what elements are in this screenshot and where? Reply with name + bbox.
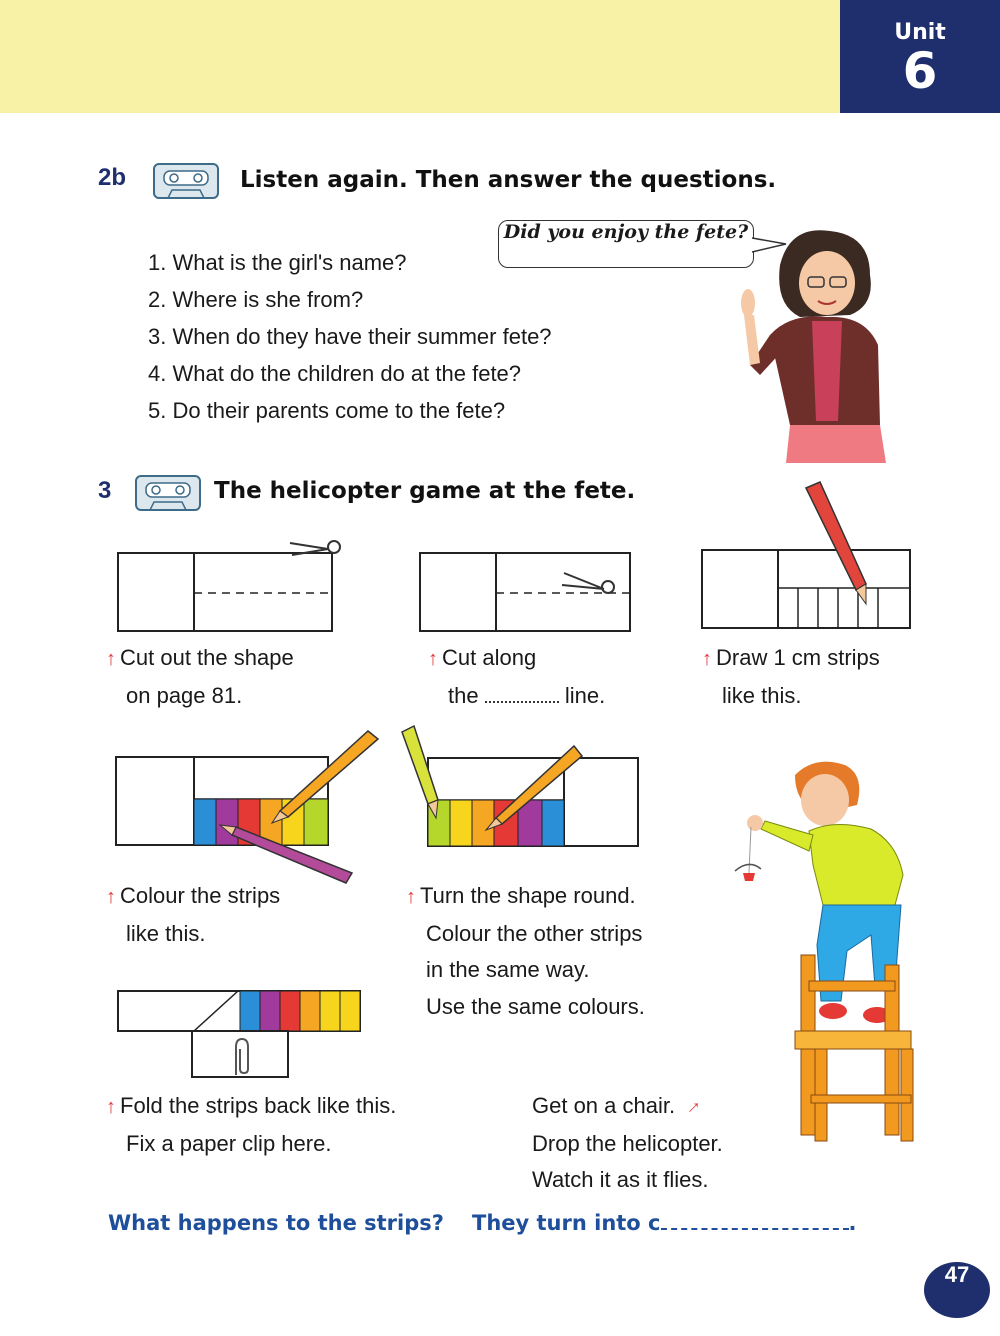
step7-line1: Get on a chair. <box>532 1093 676 1118</box>
step6-line1: Fold the strips back like this. <box>120 1093 397 1118</box>
step6-line2: Fix a paper clip here. <box>126 1130 332 1156</box>
answer-prefix: They turn into c <box>472 1211 661 1235</box>
unit-label: Unit <box>894 20 946 45</box>
header-band <box>0 0 840 113</box>
speech-bubble: Did you enjoy the fete? <box>498 220 754 268</box>
diagram-cut-line <box>414 535 654 635</box>
step5-text <box>406 878 645 1025</box>
diagram-turn-shape <box>398 722 648 852</box>
bottom-question: What happens to the strips? <box>108 1211 444 1235</box>
step5-line4: Use the same colours. <box>426 993 645 1019</box>
step4-line2: like this. <box>126 920 206 946</box>
step4-line1: Colour the strips <box>120 883 281 908</box>
step2-text <box>428 640 605 714</box>
step1-line1: Cut out the shape <box>120 645 294 670</box>
step5-line3: in the same way. <box>426 957 590 982</box>
question-1: 1. What is the girl's name? <box>148 250 407 275</box>
step6-text <box>106 1088 396 1162</box>
step5-line2: Colour the other strips <box>426 920 643 946</box>
up-arrow-icon: ↑ <box>406 886 416 908</box>
diagram-draw-strips <box>696 480 926 640</box>
boy-on-chair-illustration <box>725 755 940 1145</box>
step3-text <box>702 640 880 714</box>
step2-line2-after: line. <box>564 682 606 708</box>
chair-icon <box>795 955 913 1141</box>
section-3-heading: The helicopter game at the fete. <box>214 478 636 504</box>
up-arrow-icon: ↑ <box>702 648 712 670</box>
cassette-icon <box>134 472 204 514</box>
step7-line3: Watch it as it flies. <box>532 1167 709 1192</box>
helicopter-icon <box>735 864 761 881</box>
unit-badge <box>840 0 1000 113</box>
bottom-answer <box>472 1211 856 1235</box>
page-number: 47 <box>924 1262 990 1318</box>
question-4: 4. What do the children do at the fete? <box>148 361 522 386</box>
pencil-icon <box>402 726 438 818</box>
diagram-colour-strips <box>110 725 390 895</box>
up-arrow-icon: ↑ <box>106 1096 116 1118</box>
teacher-illustration <box>730 225 890 465</box>
step1-text <box>106 640 294 714</box>
step3-line1: Draw 1 cm strips <box>716 645 880 670</box>
pencil-icon <box>806 482 866 604</box>
step3-line2: like this. <box>722 682 802 708</box>
diagram-cut-shape <box>112 535 352 635</box>
answer-suffix: . <box>848 1211 857 1235</box>
step5-line1: Turn the shape round. <box>420 883 636 908</box>
paper-clip-icon <box>236 1039 248 1075</box>
question-3: 3. When do they have their summer fete? <box>148 324 552 349</box>
diagonal-arrow-icon: ↑ <box>683 1095 706 1119</box>
unit-number: 6 <box>902 42 938 100</box>
up-arrow-icon: ↑ <box>106 648 116 670</box>
question-2: 2. Where is she from? <box>148 287 364 312</box>
step2-line2-before: the <box>448 682 479 708</box>
up-arrow-icon: ↑ <box>428 648 438 670</box>
cassette-icon <box>152 160 222 202</box>
step7-text <box>532 1088 723 1199</box>
answer-blank[interactable] <box>661 1228 849 1230</box>
section-2b-number: 2b <box>98 164 127 191</box>
section-3-number: 3 <box>98 477 112 504</box>
up-arrow-icon: ↑ <box>106 886 116 908</box>
question-5: 5. Do their parents come to the fete? <box>148 398 506 423</box>
scissors-icon <box>562 573 614 593</box>
step1-line2: on page 81. <box>126 682 243 708</box>
step4-text <box>106 878 280 952</box>
diagram-fold-strips <box>114 985 364 1085</box>
fill-in-blank[interactable] <box>485 701 559 703</box>
section-2b-heading: Listen again. Then answer the questions. <box>240 167 777 193</box>
step7-line2: Drop the helicopter. <box>532 1130 723 1156</box>
step2-line1: Cut along <box>442 645 537 670</box>
